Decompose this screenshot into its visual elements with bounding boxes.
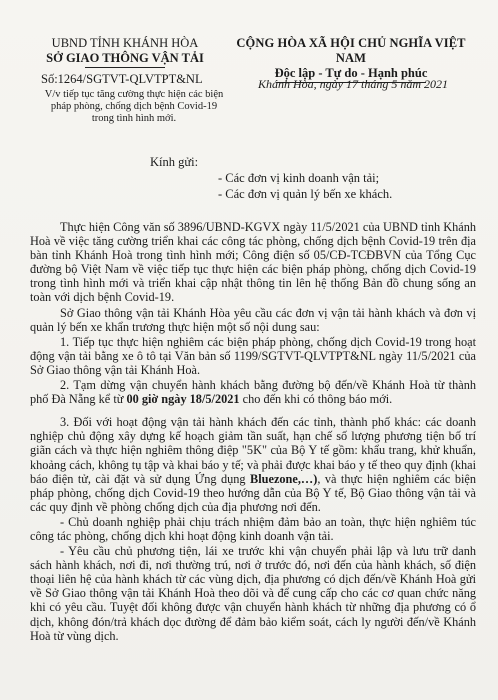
bold-date: 00 giờ ngày 18/5/2021: [126, 392, 240, 407]
text-run: , và thực hiện nghiêm các biện pháp phòng, chống dịch Covid-19 theo hướng dẫn của Bộ Y tế, Bộ Giao thông vận tải và các quy định về phòng chống dịch của địa phương nơi đến.: [30, 471, 476, 514]
nation-line1: CỘNG HÒA XÃ HỘI CHỦ NGHĨA VIỆT NAM: [236, 36, 466, 65]
paragraph-request: Sở Giao thông vận tải Khánh Hòa yêu cầu các đơn vị vận tải hành khách và đơn vị quản lý bến xe khẩn trương thực hiện một số nội dung sau:: [30, 305, 476, 334]
national-header: [220, 36, 482, 83]
recipient-item: - Các đơn vị kinh doanh vận tải;: [218, 171, 380, 185]
document-body: [30, 220, 476, 644]
agency-underline: [85, 67, 165, 68]
paragraph-item-1: 1. Tiếp tục thực hiện nghiêm các biện pháp phòng, chống dịch Covid-19 trong hoạt động vận tải bằng xe ô tô tại Văn bản số 1199/SGTVT-QLVTPT&NL ngày 11/5/2021 của Sở Giao thông vận tải Khánh Hoà.: [30, 334, 476, 377]
date-line: Khánh Hòa, ngày 17 tháng 5 năm 2021: [258, 77, 448, 91]
paragraph-bullet-1: - Chủ doanh nghiệp phải chịu trách nhiệm đảm bảo an toàn, thực hiện nghiêm túc công tác phòng, chống dịch khi hoạt động kinh doanh vận tải.: [30, 514, 476, 543]
recipient-item: - Các đơn vị quản lý bến xe khách.: [218, 187, 393, 201]
paragraph-item-3: [30, 415, 476, 514]
recipients-label: Kính gửi:: [150, 155, 199, 169]
text-run: 3. Đối với hoạt động vận tải hành khách đến các tỉnh, thành phố khác: các doanh nghiệp chủ động xây dựng kế hoạch giảm tần suất, hạn chế số lượng phương tiện bố trí giãn cách và thực hiện nghiêm thông điệp "5K" của Bộ Y tế gồm: khẩu trang, khử khuẩn, khoảng cách, không tụ tập và khai báo y tế; và phải được khai báo y tế theo quy định (khai báo điện tử, cài đặt và sử dụng Ứng dụng: [30, 415, 476, 486]
text-run: 2. Tạm dừng vận chuyển hành khách bằng đường bộ đến/về Khánh Hoà từ thành phố Đà Nẵng kể từ: [30, 378, 476, 407]
agency-line1: UBND TỈNH KHÁNH HÒA: [51, 36, 199, 50]
paragraph-intro: Thực hiện Công văn số 3896/UBND-KGVX ngày 11/5/2021 của UBND tỉnh Khánh Hoà về việc tăng cường triển khai các công tác phòng, chống dịch bệnh Covid-19 trên địa bàn tỉnh Khánh Hoà trong tình hình mới; Công điện số 05/CĐ-TCĐBVN của Tổng Cục đường bộ Việt Nam về việc tiếp tục thực hiện các biện pháp phòng, chống dịch Covid-19 trong tình hình mới và triển khai cập nhật thông tin lên hệ thống Bản đồ chung sống an toàn với dịch bệnh Covid-19.: [30, 220, 476, 305]
paragraph-item-2: [30, 378, 476, 406]
text-run: cho đến khi có thông báo mới.: [239, 392, 393, 407]
agency-header: [30, 36, 220, 68]
bold-app-name: Bluezone,…): [250, 471, 318, 486]
paragraph-bullet-2: - Yêu cầu chủ phương tiện, lái xe trước khi vận chuyển phải lập và lưu trữ danh sách hành khách, nơi đi, nơi thường trú, nơi ở trước đó, nơi đến của hành khách, số điện thoại liên hệ của hành khách từ các vùng dịch, địa phương có dịch đến/về Khánh Hoà gửi về Sở Giao thông vận tải Khánh Hoà theo dõi và để cung cấp cho các cơ quan chức năng khi có yêu cầu. Tuyệt đối không được vận chuyển hành khách từ những địa phương có ổ dịch, không đón/trả khách dọc đường để đảm bảo kiểm soát, cách ly người đến/về Khánh Hoà từ vùng dịch.: [30, 544, 476, 643]
nation-line2: Độc lập - Tự do - Hạnh phúc: [274, 66, 428, 80]
document-number: Số:1264/SGTVT-QLVTPT&NL: [41, 72, 203, 86]
agency-line2: SỞ GIAO THÔNG VẬN TẢI: [46, 51, 204, 65]
document-subject: V/v tiếp tục tăng cường thực hiện các biện pháp phòng, chống dịch bệnh Covid-19 trong tình hình mới.: [44, 89, 224, 124]
